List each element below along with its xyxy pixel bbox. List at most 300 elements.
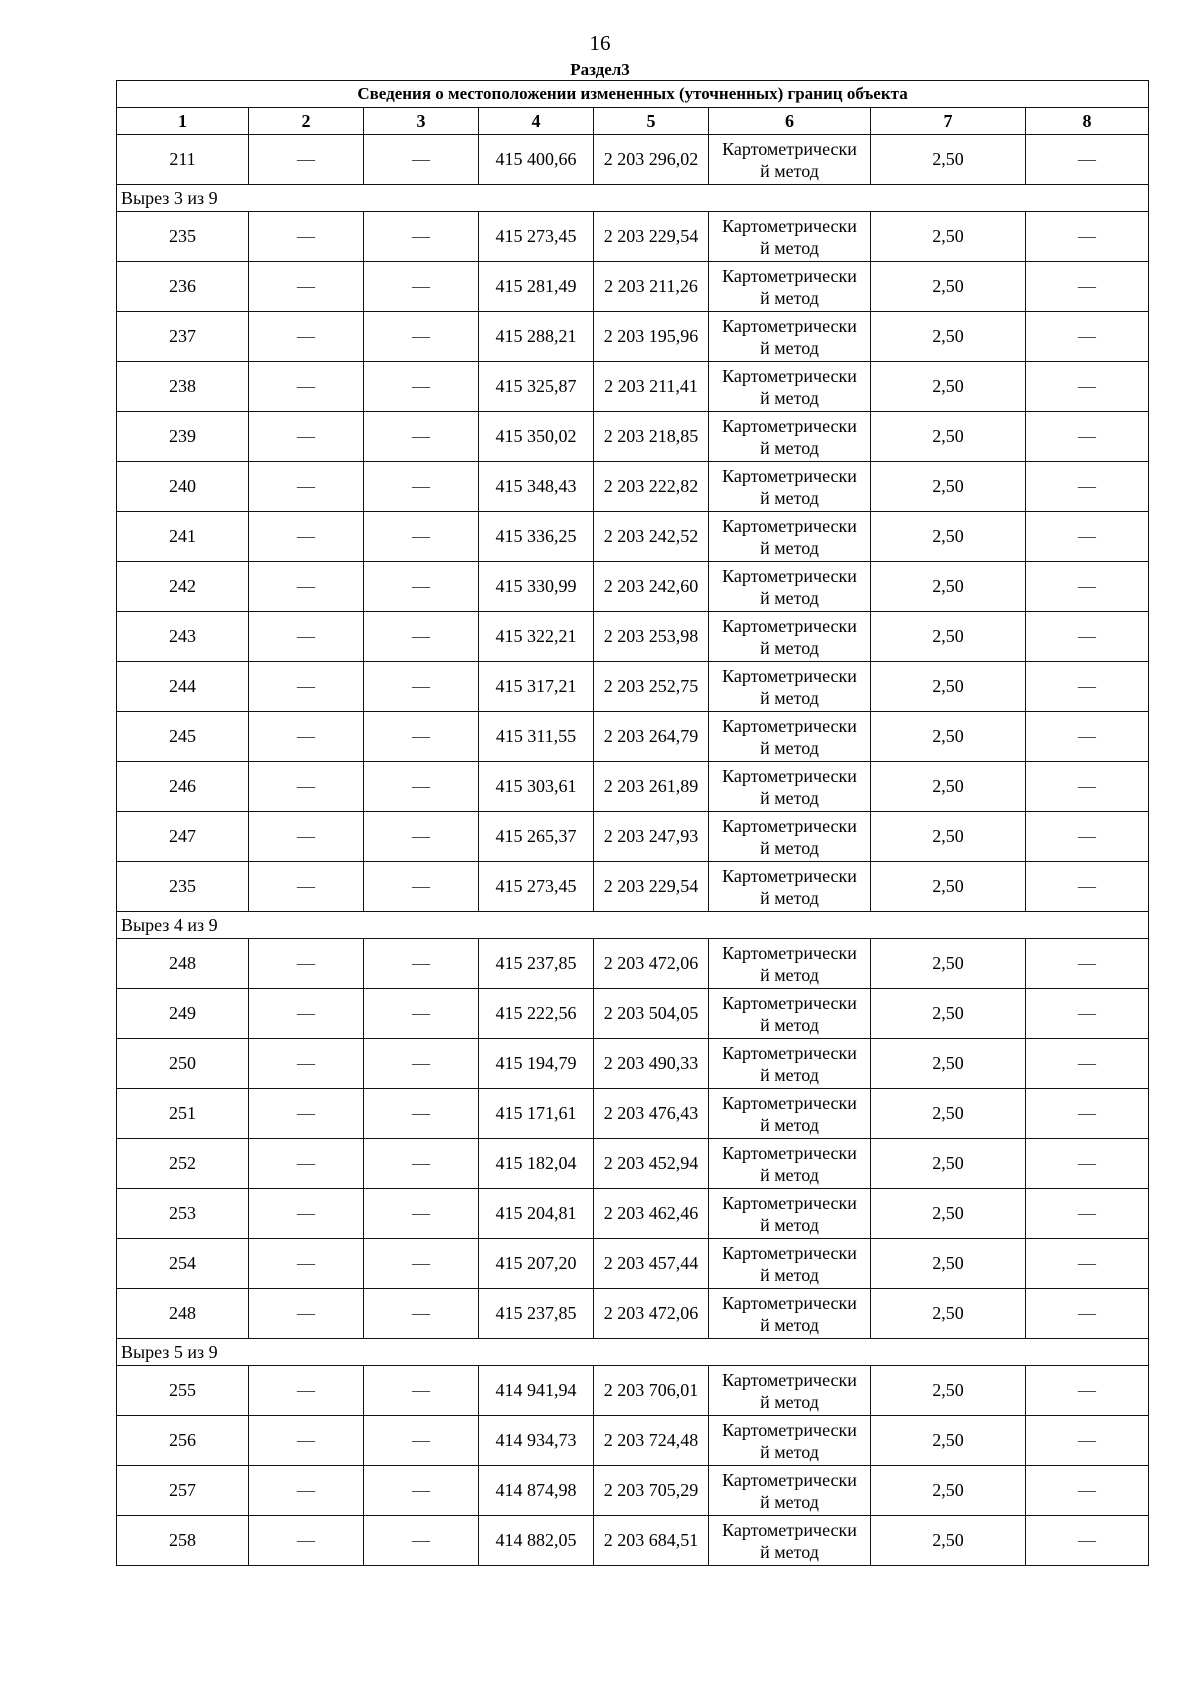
dash-cell: —: [249, 512, 364, 562]
accuracy: 2,50: [871, 1466, 1026, 1516]
method-line: Картометрически: [722, 1369, 857, 1390]
dash-cell: —: [1026, 262, 1149, 312]
coord-x: 415 288,21: [479, 312, 594, 362]
table-body: [117, 81, 1149, 1566]
column-number: 2: [249, 108, 364, 135]
dash-cell: —: [249, 1416, 364, 1466]
cutout-label: Вырез 3 из 9: [117, 185, 1149, 212]
dash-cell: —: [364, 612, 479, 662]
table-row: [117, 412, 1149, 462]
accuracy: 2,50: [871, 1366, 1026, 1416]
table-row: [117, 262, 1149, 312]
method-line: й метод: [760, 1264, 819, 1285]
method-cell: [709, 312, 871, 362]
point-number: 258: [117, 1516, 249, 1566]
method-line: Картометрически: [722, 765, 857, 786]
method-line: Картометрически: [722, 1142, 857, 1163]
coord-y: 2 203 705,29: [594, 1466, 709, 1516]
coord-x: 415 273,45: [479, 212, 594, 262]
dash-cell: —: [364, 989, 479, 1039]
table-row: [117, 1139, 1149, 1189]
coord-y: 2 203 452,94: [594, 1139, 709, 1189]
dash-cell: —: [249, 1366, 364, 1416]
dash-cell: —: [364, 562, 479, 612]
table-row: [117, 1089, 1149, 1139]
dash-cell: —: [1026, 512, 1149, 562]
dash-cell: —: [1026, 1039, 1149, 1089]
method-line: й метод: [760, 1491, 819, 1512]
table-row: [117, 462, 1149, 512]
point-number: 211: [117, 135, 249, 185]
table-row: [117, 1466, 1149, 1516]
column-number: 7: [871, 108, 1026, 135]
dash-cell: —: [249, 1139, 364, 1189]
point-number: 243: [117, 612, 249, 662]
point-number: 254: [117, 1239, 249, 1289]
column-number: 8: [1026, 108, 1149, 135]
dash-cell: —: [364, 1139, 479, 1189]
dash-cell: —: [364, 1416, 479, 1466]
coord-y: 2 203 457,44: [594, 1239, 709, 1289]
boundary-table: [116, 80, 1149, 1566]
dash-cell: —: [249, 312, 364, 362]
dash-cell: —: [364, 712, 479, 762]
dash-cell: —: [249, 462, 364, 512]
method-line: Картометрически: [722, 315, 857, 336]
method-line: й метод: [760, 687, 819, 708]
dash-cell: —: [249, 989, 364, 1039]
method-line: Картометрически: [722, 1419, 857, 1440]
method-cell: [709, 412, 871, 462]
coord-x: 415 322,21: [479, 612, 594, 662]
dash-cell: —: [1026, 1139, 1149, 1189]
method-line: Картометрически: [722, 1242, 857, 1263]
dash-cell: —: [249, 1466, 364, 1516]
dash-cell: —: [1026, 1289, 1149, 1339]
coord-x: 414 941,94: [479, 1366, 594, 1416]
dash-cell: —: [1026, 662, 1149, 712]
column-number: 4: [479, 108, 594, 135]
coord-x: 414 934,73: [479, 1416, 594, 1466]
accuracy: 2,50: [871, 562, 1026, 612]
dash-cell: —: [249, 1239, 364, 1289]
coord-x: 415 207,20: [479, 1239, 594, 1289]
cutout-label: Вырез 4 из 9: [117, 912, 1149, 939]
coord-y: 2 203 504,05: [594, 989, 709, 1039]
accuracy: 2,50: [871, 212, 1026, 262]
method-line: й метод: [760, 437, 819, 458]
method-line: Картометрически: [722, 1519, 857, 1540]
method-line: й метод: [760, 637, 819, 658]
dash-cell: —: [364, 1366, 479, 1416]
dash-cell: —: [1026, 312, 1149, 362]
coord-y: 2 203 211,26: [594, 262, 709, 312]
column-number: 3: [364, 108, 479, 135]
accuracy: 2,50: [871, 312, 1026, 362]
method-line: Картометрически: [722, 865, 857, 886]
point-number: 240: [117, 462, 249, 512]
page-number: 16: [589, 31, 611, 55]
dash-cell: —: [249, 1516, 364, 1566]
accuracy: 2,50: [871, 989, 1026, 1039]
method-line: Картометрически: [722, 942, 857, 963]
accuracy: 2,50: [871, 862, 1026, 912]
method-line: Картометрически: [722, 365, 857, 386]
method-line: Картометрически: [722, 1192, 857, 1213]
dash-cell: —: [249, 262, 364, 312]
method-line: й метод: [760, 387, 819, 408]
coord-y: 2 203 211,41: [594, 362, 709, 412]
method-line: й метод: [760, 587, 819, 608]
cutout-label-row: [117, 185, 1149, 212]
dash-cell: —: [1026, 989, 1149, 1039]
method-line: й метод: [760, 1114, 819, 1135]
dash-cell: —: [1026, 362, 1149, 412]
method-cell: [709, 462, 871, 512]
dash-cell: —: [1026, 1416, 1149, 1466]
accuracy: 2,50: [871, 612, 1026, 662]
dash-cell: —: [364, 1089, 479, 1139]
accuracy: 2,50: [871, 1239, 1026, 1289]
coord-x: 414 882,05: [479, 1516, 594, 1566]
accuracy: 2,50: [871, 1189, 1026, 1239]
table-row: [117, 662, 1149, 712]
method-line: Картометрически: [722, 715, 857, 736]
method-line: й метод: [760, 787, 819, 808]
dash-cell: —: [364, 762, 479, 812]
coord-y: 2 203 462,46: [594, 1189, 709, 1239]
coord-x: 415 194,79: [479, 1039, 594, 1089]
point-number: 238: [117, 362, 249, 412]
coord-y: 2 203 218,85: [594, 412, 709, 462]
accuracy: 2,50: [871, 135, 1026, 185]
dash-cell: —: [364, 862, 479, 912]
accuracy: 2,50: [871, 662, 1026, 712]
dash-cell: —: [249, 662, 364, 712]
coord-y: 2 203 261,89: [594, 762, 709, 812]
coord-y: 2 203 247,93: [594, 812, 709, 862]
dash-cell: —: [364, 362, 479, 412]
method-cell: [709, 212, 871, 262]
method-line: Картометрически: [722, 1092, 857, 1113]
method-line: й метод: [760, 1441, 819, 1462]
coord-x: 415 330,99: [479, 562, 594, 612]
coord-y: 2 203 229,54: [594, 862, 709, 912]
method-line: й метод: [760, 1541, 819, 1562]
point-number: 248: [117, 1289, 249, 1339]
dash-cell: —: [364, 135, 479, 185]
method-line: Картометрически: [722, 615, 857, 636]
method-cell: [709, 712, 871, 762]
point-number: 248: [117, 939, 249, 989]
point-number: 249: [117, 989, 249, 1039]
cutout-label-row: [117, 912, 1149, 939]
accuracy: 2,50: [871, 1516, 1026, 1566]
point-number: 256: [117, 1416, 249, 1466]
dash-cell: —: [364, 262, 479, 312]
dash-cell: —: [1026, 1466, 1149, 1516]
dash-cell: —: [364, 812, 479, 862]
dash-cell: —: [1026, 212, 1149, 262]
accuracy: 2,50: [871, 512, 1026, 562]
method-cell: [709, 1089, 871, 1139]
coord-x: 415 317,21: [479, 662, 594, 712]
method-cell: [709, 262, 871, 312]
dash-cell: —: [364, 1289, 479, 1339]
coord-x: 415 237,85: [479, 939, 594, 989]
section-title: Раздел3: [570, 60, 630, 79]
table-row: [117, 939, 1149, 989]
dash-cell: —: [364, 1039, 479, 1089]
method-line: й метод: [760, 1164, 819, 1185]
coord-y: 2 203 253,98: [594, 612, 709, 662]
method-cell: [709, 1239, 871, 1289]
accuracy: 2,50: [871, 812, 1026, 862]
method-cell: [709, 939, 871, 989]
dash-cell: —: [364, 939, 479, 989]
method-cell: [709, 989, 871, 1039]
method-cell: [709, 662, 871, 712]
dash-cell: —: [1026, 1089, 1149, 1139]
method-cell: [709, 562, 871, 612]
method-line: Картометрически: [722, 1469, 857, 1490]
method-cell: [709, 1466, 871, 1516]
dash-cell: —: [364, 462, 479, 512]
coord-x: 415 204,81: [479, 1189, 594, 1239]
accuracy: 2,50: [871, 462, 1026, 512]
coord-y: 2 203 296,02: [594, 135, 709, 185]
coord-x: 415 350,02: [479, 412, 594, 462]
accuracy: 2,50: [871, 1416, 1026, 1466]
method-line: й метод: [760, 837, 819, 858]
table-row: [117, 762, 1149, 812]
coord-y: 2 203 222,82: [594, 462, 709, 512]
dash-cell: —: [1026, 862, 1149, 912]
method-line: Картометрически: [722, 215, 857, 236]
dash-cell: —: [249, 612, 364, 662]
method-line: Картометрически: [722, 138, 857, 159]
dash-cell: —: [364, 512, 479, 562]
accuracy: 2,50: [871, 362, 1026, 412]
dash-cell: —: [249, 862, 364, 912]
cutout-label: Вырез 5 из 9: [117, 1339, 1149, 1366]
point-number: 237: [117, 312, 249, 362]
method-cell: [709, 612, 871, 662]
method-line: Картометрически: [722, 1042, 857, 1063]
coord-x: 415 237,85: [479, 1289, 594, 1339]
dash-cell: —: [1026, 1239, 1149, 1289]
dash-cell: —: [1026, 562, 1149, 612]
coord-y: 2 203 476,43: [594, 1089, 709, 1139]
coord-x: 415 273,45: [479, 862, 594, 912]
accuracy: 2,50: [871, 762, 1026, 812]
method-line: й метод: [760, 1064, 819, 1085]
dash-cell: —: [249, 712, 364, 762]
dash-cell: —: [1026, 412, 1149, 462]
dash-cell: —: [249, 762, 364, 812]
coord-y: 2 203 229,54: [594, 212, 709, 262]
dash-cell: —: [249, 1189, 364, 1239]
table-row: [117, 812, 1149, 862]
method-cell: [709, 1139, 871, 1189]
dash-cell: —: [249, 812, 364, 862]
table-row: [117, 1239, 1149, 1289]
accuracy: 2,50: [871, 712, 1026, 762]
method-line: й метод: [760, 1314, 819, 1335]
table-row: [117, 562, 1149, 612]
table-caption: Сведения о местоположении измененных (уточненных) границ объекта: [117, 81, 1149, 108]
dash-cell: —: [1026, 939, 1149, 989]
dash-cell: —: [364, 412, 479, 462]
dash-cell: —: [364, 312, 479, 362]
coord-x: 415 182,04: [479, 1139, 594, 1189]
accuracy: 2,50: [871, 1289, 1026, 1339]
dash-cell: —: [1026, 712, 1149, 762]
coord-y: 2 203 264,79: [594, 712, 709, 762]
dash-cell: —: [249, 939, 364, 989]
point-number: 235: [117, 862, 249, 912]
table-row: [117, 1039, 1149, 1089]
column-number-row: [117, 108, 1149, 135]
method-cell: [709, 362, 871, 412]
table-row: [117, 612, 1149, 662]
method-line: Картометрически: [722, 515, 857, 536]
coord-y: 2 203 490,33: [594, 1039, 709, 1089]
point-number: 235: [117, 212, 249, 262]
column-number: 5: [594, 108, 709, 135]
method-line: Картометрически: [722, 665, 857, 686]
dash-cell: —: [364, 1516, 479, 1566]
point-number: 252: [117, 1139, 249, 1189]
method-line: й метод: [760, 1391, 819, 1412]
accuracy: 2,50: [871, 412, 1026, 462]
dash-cell: —: [249, 1289, 364, 1339]
coord-y: 2 203 684,51: [594, 1516, 709, 1566]
coord-y: 2 203 242,60: [594, 562, 709, 612]
coord-x: 415 265,37: [479, 812, 594, 862]
table-row: [117, 512, 1149, 562]
dash-cell: —: [249, 1089, 364, 1139]
point-number: 244: [117, 662, 249, 712]
dash-cell: —: [364, 1466, 479, 1516]
method-line: й метод: [760, 160, 819, 181]
point-number: 236: [117, 262, 249, 312]
point-number: 257: [117, 1466, 249, 1516]
accuracy: 2,50: [871, 262, 1026, 312]
dash-cell: —: [1026, 1189, 1149, 1239]
table-row: [117, 1366, 1149, 1416]
point-number: 242: [117, 562, 249, 612]
dash-cell: —: [249, 1039, 364, 1089]
table-row: [117, 362, 1149, 412]
point-number: 239: [117, 412, 249, 462]
coord-y: 2 203 724,48: [594, 1416, 709, 1466]
table-row: [117, 862, 1149, 912]
point-number: 253: [117, 1189, 249, 1239]
table-row: [117, 1189, 1149, 1239]
method-line: й метод: [760, 887, 819, 908]
method-line: Картометрически: [722, 815, 857, 836]
table-row: [117, 135, 1149, 185]
accuracy: 2,50: [871, 1139, 1026, 1189]
table-row: [117, 312, 1149, 362]
dash-cell: —: [364, 212, 479, 262]
table-row: [117, 1516, 1149, 1566]
point-number: 250: [117, 1039, 249, 1089]
dash-cell: —: [249, 362, 364, 412]
coord-y: 2 203 706,01: [594, 1366, 709, 1416]
coord-y: 2 203 242,52: [594, 512, 709, 562]
point-number: 241: [117, 512, 249, 562]
dash-cell: —: [364, 662, 479, 712]
coord-x: 415 222,56: [479, 989, 594, 1039]
method-cell: [709, 512, 871, 562]
method-cell: [709, 1039, 871, 1089]
coord-x: 415 303,61: [479, 762, 594, 812]
dash-cell: —: [1026, 612, 1149, 662]
method-line: й метод: [760, 1214, 819, 1235]
dash-cell: —: [364, 1189, 479, 1239]
dash-cell: —: [1026, 462, 1149, 512]
point-number: 247: [117, 812, 249, 862]
method-cell: [709, 812, 871, 862]
method-line: й метод: [760, 287, 819, 308]
coord-x: 415 325,87: [479, 362, 594, 412]
dash-cell: —: [1026, 1366, 1149, 1416]
method-line: Картометрически: [722, 265, 857, 286]
coord-x: 415 281,49: [479, 262, 594, 312]
dash-cell: —: [249, 212, 364, 262]
method-line: Картометрически: [722, 565, 857, 586]
point-number: 245: [117, 712, 249, 762]
coord-y: 2 203 195,96: [594, 312, 709, 362]
method-line: й метод: [760, 237, 819, 258]
method-cell: [709, 1189, 871, 1239]
method-line: Картометрически: [722, 992, 857, 1013]
coord-x: 415 348,43: [479, 462, 594, 512]
method-cell: [709, 1416, 871, 1466]
column-number: 6: [709, 108, 871, 135]
coord-x: 415 311,55: [479, 712, 594, 762]
dash-cell: —: [364, 1239, 479, 1289]
coord-y: 2 203 472,06: [594, 1289, 709, 1339]
point-number: 251: [117, 1089, 249, 1139]
coord-x: 415 171,61: [479, 1089, 594, 1139]
method-line: Картометрически: [722, 465, 857, 486]
method-cell: [709, 1366, 871, 1416]
accuracy: 2,50: [871, 1089, 1026, 1139]
coord-y: 2 203 252,75: [594, 662, 709, 712]
column-number: 1: [117, 108, 249, 135]
coord-x: 414 874,98: [479, 1466, 594, 1516]
table-row: [117, 1289, 1149, 1339]
point-number: 255: [117, 1366, 249, 1416]
accuracy: 2,50: [871, 1039, 1026, 1089]
coord-y: 2 203 472,06: [594, 939, 709, 989]
dash-cell: —: [1026, 762, 1149, 812]
method-cell: [709, 862, 871, 912]
method-line: Картометрически: [722, 1292, 857, 1313]
method-line: й метод: [760, 537, 819, 558]
dash-cell: —: [249, 562, 364, 612]
method-line: Картометрически: [722, 415, 857, 436]
method-line: й метод: [760, 737, 819, 758]
method-line: й метод: [760, 964, 819, 985]
coord-x: 415 336,25: [479, 512, 594, 562]
method-cell: [709, 762, 871, 812]
dash-cell: —: [249, 412, 364, 462]
dash-cell: —: [1026, 1516, 1149, 1566]
